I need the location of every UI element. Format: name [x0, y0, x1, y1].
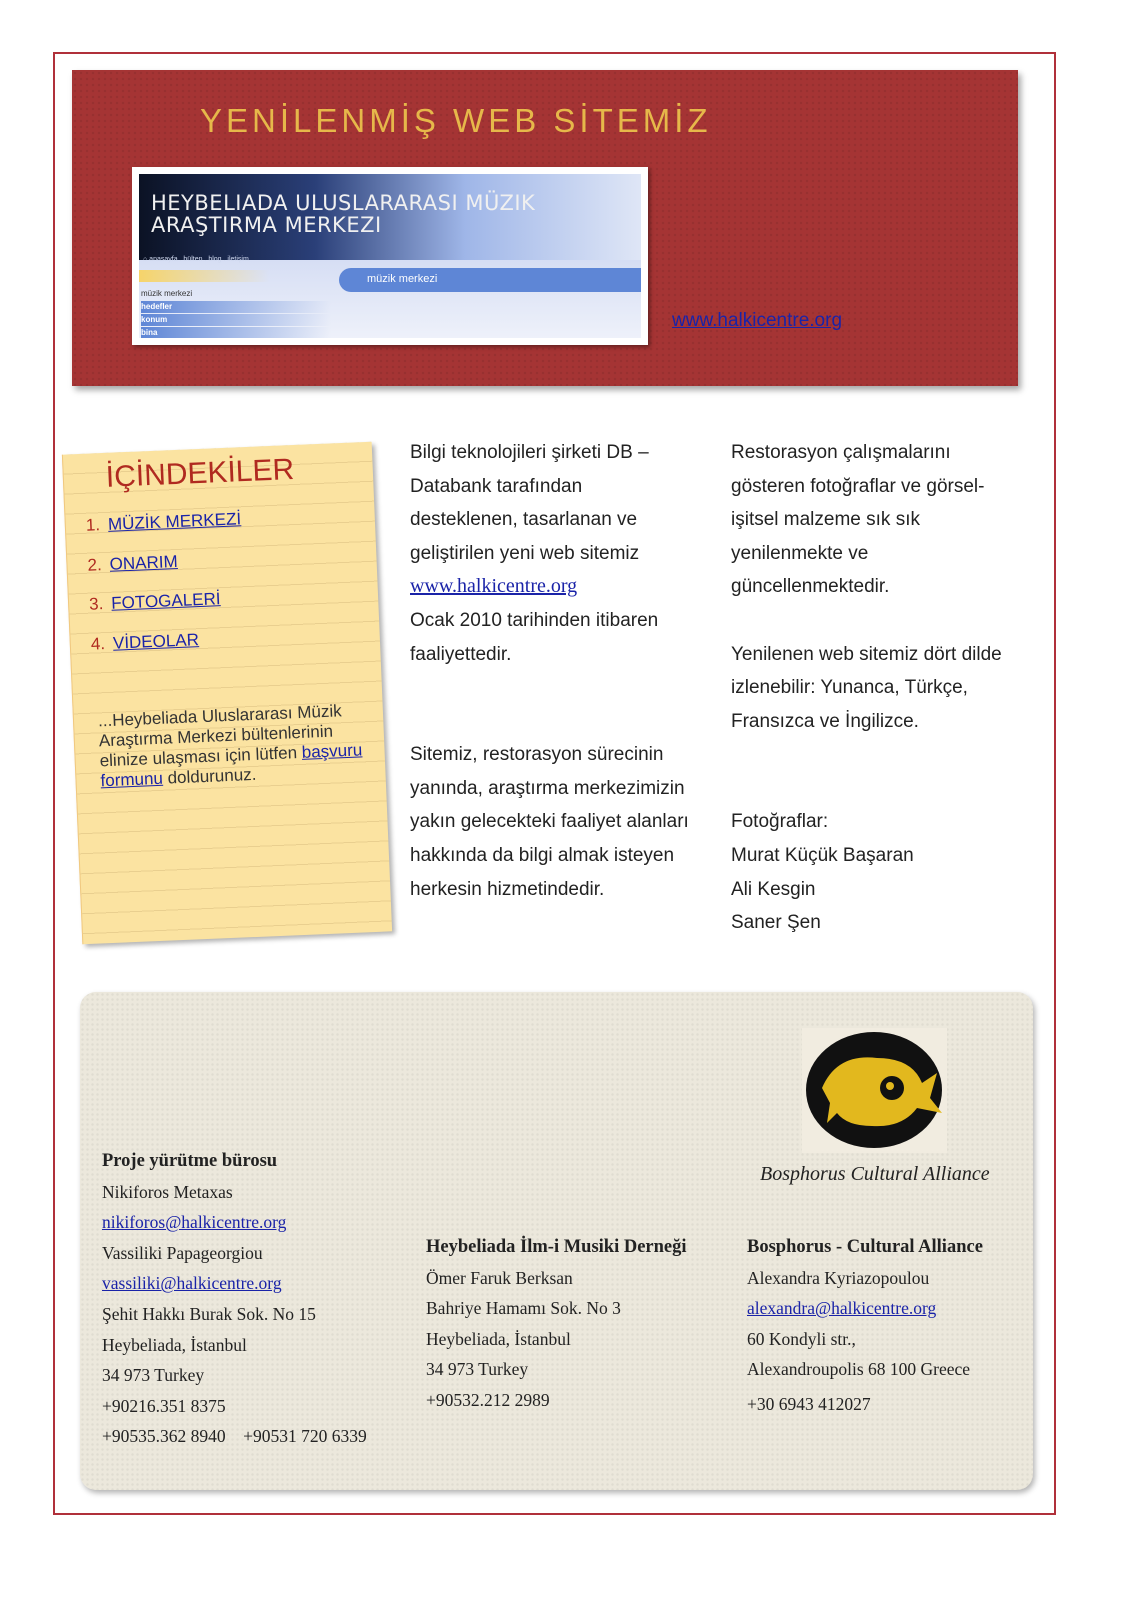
article-column-1: Bilgi teknolojileri şirketi DB – Databank tarafından desteklenen, tasarlanan ve geliştirilen yeni web sitemiz www.halkicentre.org Ocak 2010 tarihinden itibaren faaliyettedir. Sitemiz, restorasyon sürecinin yanında, araştırma merkezimizin yakın gelecekteki faaliyet alanları hakkında da bilgi almak isteyen herkesin hizmetindedir. — [410, 442, 689, 900]
toc-link-onarim[interactable]: ONARIM — [109, 551, 179, 574]
screenshot-heading: HEYBELIADA ULUSLARARASI MÜZIK ARAŞTIRMA MERKEZI — [151, 191, 536, 237]
screenshot-bar: müzik merkezi — [339, 268, 641, 292]
email-nikiforos[interactable]: nikiforos@halkicentre.org — [102, 1212, 287, 1233]
contact-project-office: Proje yürütme bürosu Nikiforos Metaxas nikiforos@halkicentre.org Vassiliki Papageorgiou vassiliki@halkicentre.org Şehit Hakkı Burak Sok. No 15 Heybeliada, İstanbul 34 973 Turkey +90216.351 8375 +90535.362 8940 +90531 720 6339 — [102, 1151, 367, 1447]
banner-title: YENİLENMİŞ WEB SİTEMİZ — [200, 102, 712, 139]
toc-title: İÇİNDEKİLER — [105, 453, 295, 494]
article-website-link[interactable]: www.halkicentre.org — [410, 575, 578, 598]
newsletter-note: ...Heybeliada Uluslararası Müzik Araştırma Merkezi bültenlerinin elinize ulaşması için lütfen başvuru formunu doldurunuz. — [97, 701, 363, 791]
article-column-2: Restorasyon çalışmalarını gösteren fotoğraflar ve görsel- işitsel malzeme sık sık yenilenmekte ve güncellenmektedir. Yenilenen web sitemiz dört dilde izlenebilir: Yunanca, Türkçe, Fransızca ve İngilizce. Fotoğraflar: Murat Küçük Başaran Ali Kesgin Saner Şen — [731, 442, 1002, 934]
screenshot-side: müzik merkezi hedefler konum bina — [141, 288, 331, 338]
toc-item: 4. VİDEOLAR — [90, 629, 200, 654]
application-form-link[interactable]: başvuru formunu — [100, 740, 363, 791]
contact-bosphorus: Bosphorus - Cultural Alliance Alexandra Kyriazopoulou alexandra@halkicentre.org 60 Kondyli str., Alexandroupolis 68 100 Greece +30 6943 412027 — [747, 1237, 983, 1414]
email-vassiliki[interactable]: vassiliki@halkicentre.org — [102, 1273, 282, 1294]
banner — [72, 70, 1018, 386]
website-link[interactable]: www.halkicentre.org — [672, 310, 843, 331]
contact-musiki-dernegi: Heybeliada İlm-i Musiki Derneği Ömer Faruk Berksan Bahriye Hamamı Sok. No 3 Heybeliada, İstanbul 34 973 Turkey +90532.212 2989 — [426, 1237, 687, 1410]
toc-item: 1. MÜZİK MERKEZİ — [85, 509, 242, 535]
toc-note — [62, 442, 392, 945]
bosphorus-logo — [802, 1028, 947, 1153]
logo-caption: Bosphorus Cultural Alliance — [760, 1163, 990, 1185]
toc-item: 3. FOTOGALERİ — [88, 589, 221, 614]
toc-list — [85, 509, 247, 673]
toc-link-videolar[interactable]: VİDEOLAR — [112, 629, 200, 653]
toc-item: 2. ONARIM — [87, 551, 179, 575]
toc-link-fotogaleri[interactable]: FOTOGALERİ — [110, 589, 221, 613]
footer-contacts — [80, 992, 1033, 1490]
email-alexandra[interactable]: alexandra@halkicentre.org — [747, 1298, 937, 1319]
screenshot-nav: ⌂ anasayfa . bülten . blog . iletişim — [143, 256, 249, 263]
website-screenshot — [132, 167, 648, 345]
toc-link-muzik-merkezi[interactable]: MÜZİK MERKEZİ — [107, 509, 242, 534]
